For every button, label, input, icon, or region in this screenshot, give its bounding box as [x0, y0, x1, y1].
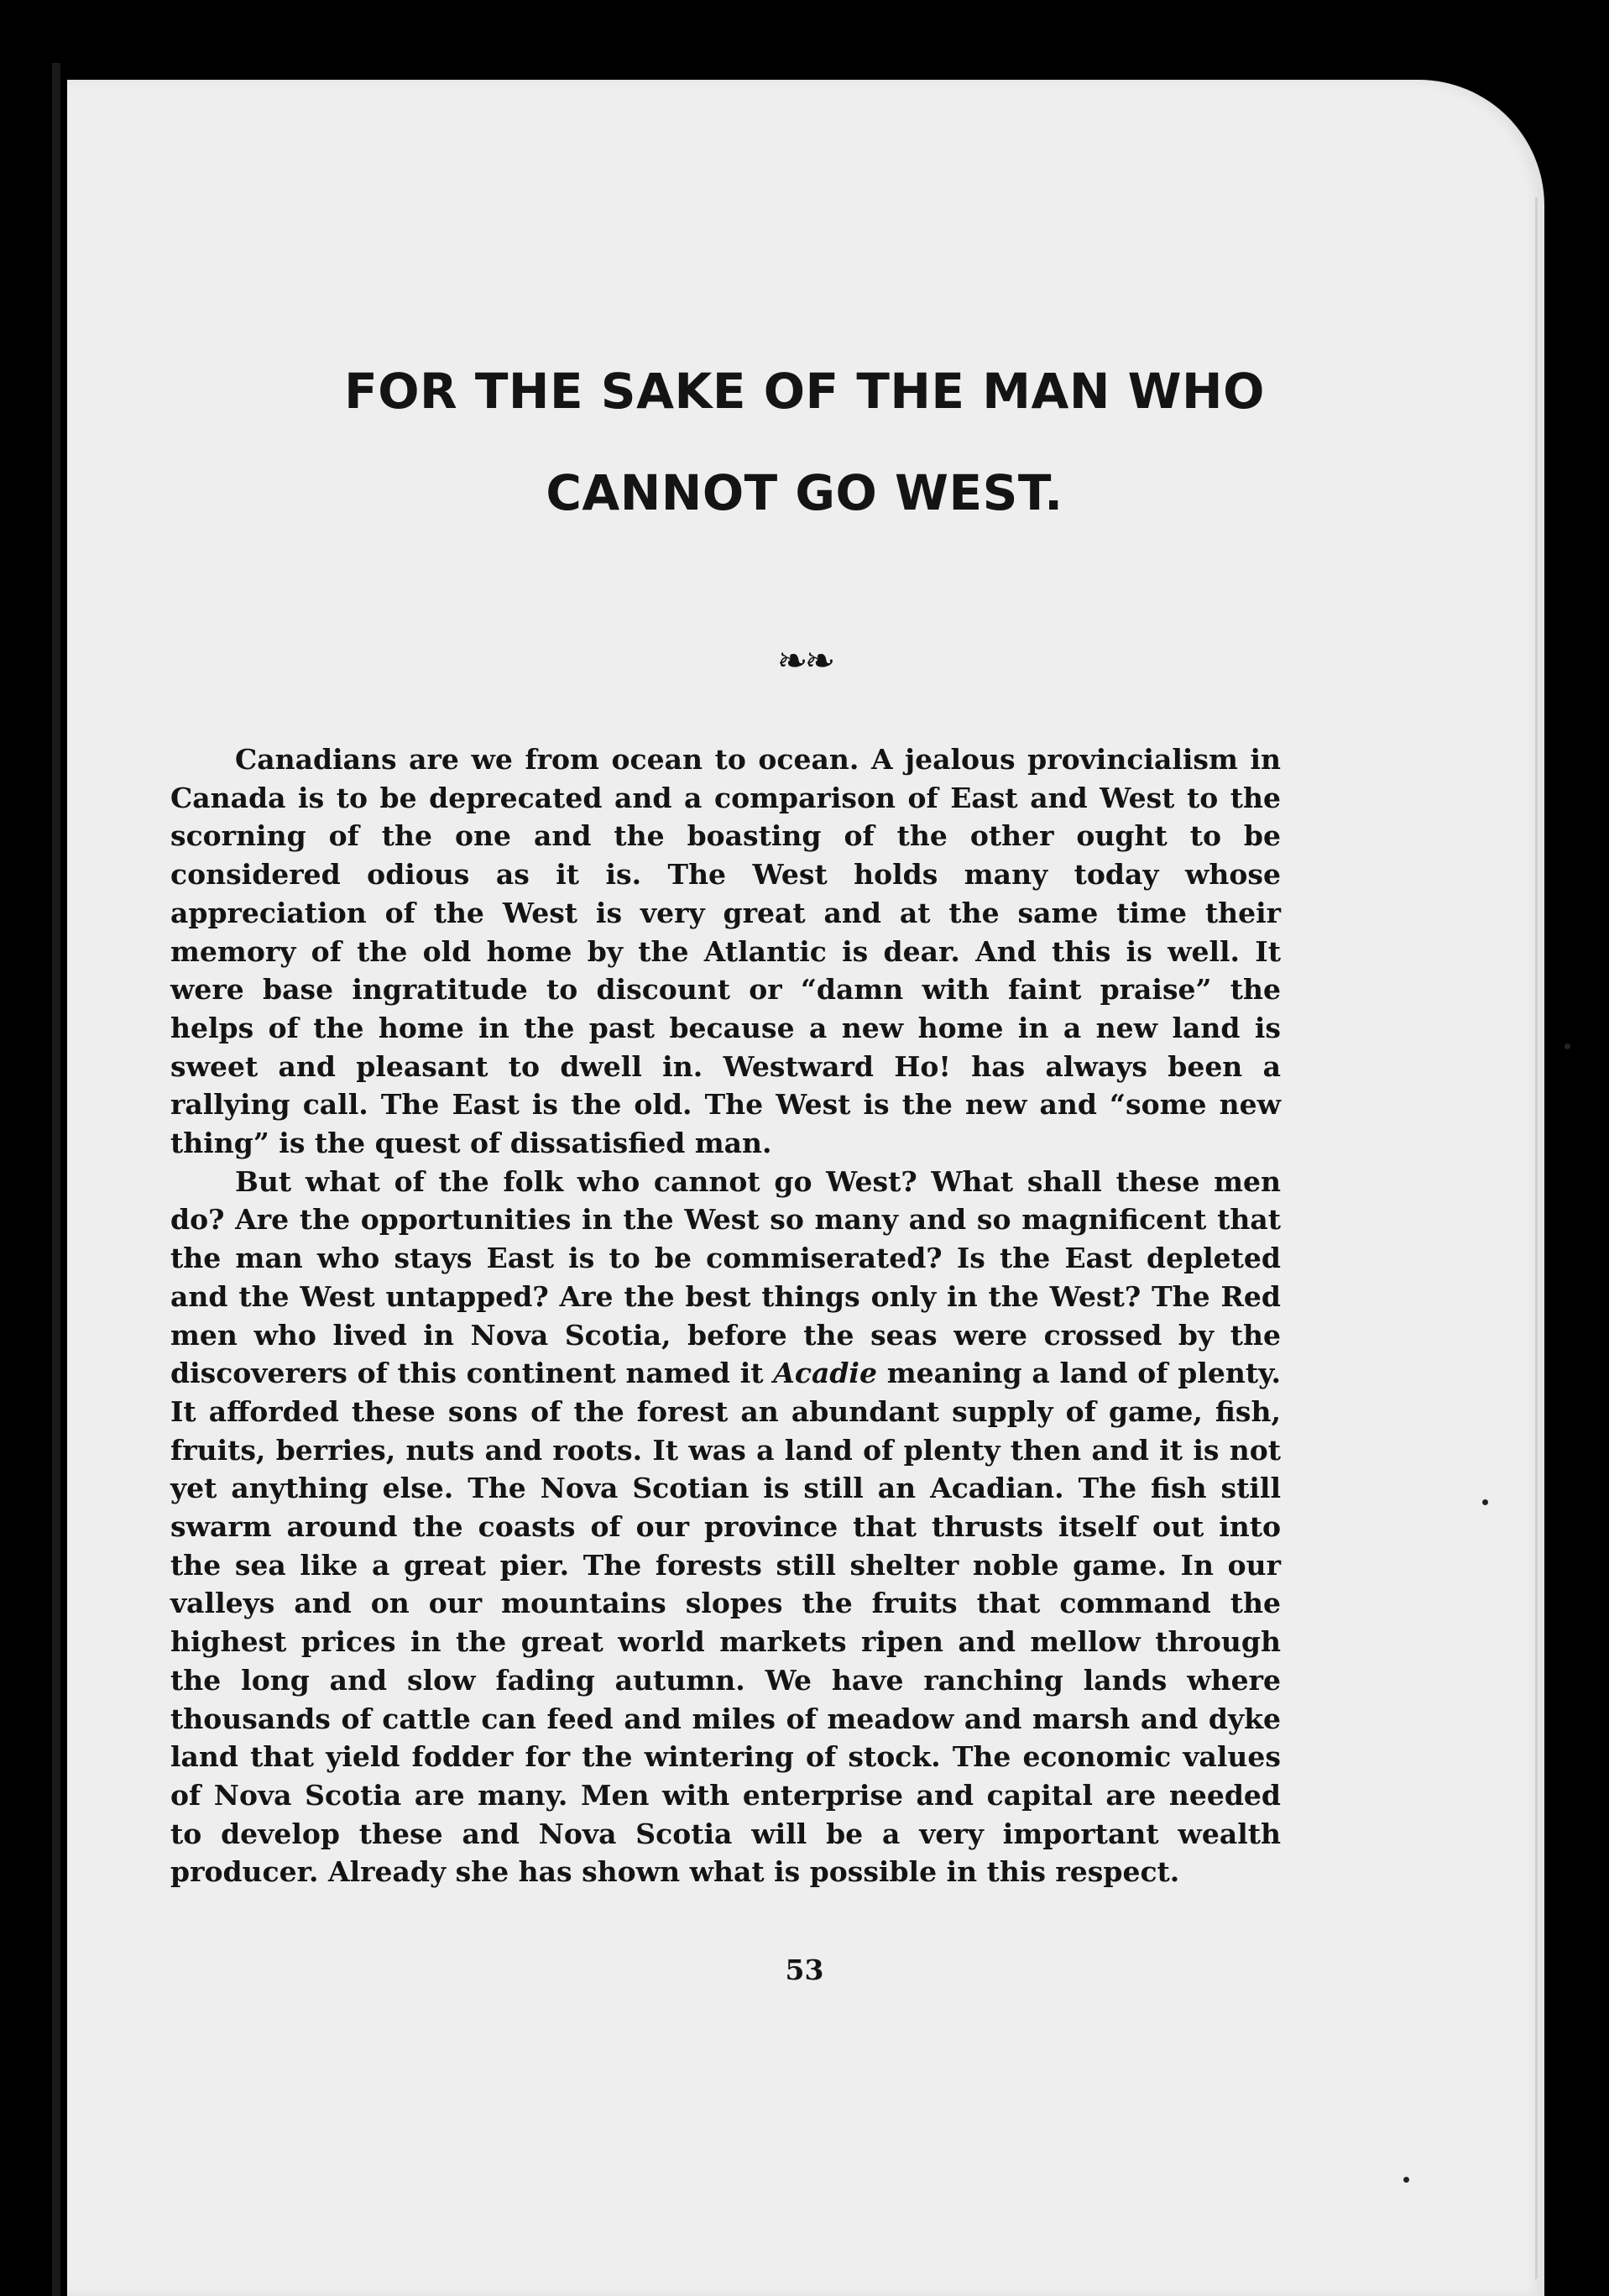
chapter-title-line-1: FOR THE SAKE OF THE MAN WHO	[344, 362, 1265, 420]
acadie-italic: Acadie	[773, 1357, 877, 1390]
paragraph-1: Canadians are we from ocean to ocean. A jealous provincialism in Canada is to be deprecated and a comparison of East and West to the scorning of the one and the boasting of the other ought to be considered odious as it is. The West holds many today whose appreciation of the West is very great and at the same time their memory of the old home by the Atlantic is dear. And this is well. It were base ingratitude to discount or “damn with faint praise” the helps of the home in the past because a new home in a new land is sweet and pleasant to dwell in. Westward Ho! has always been a rallying call. The East is the old. The West is the new and “some new thing” is the quest of dissatisfied man.	[170, 743, 1281, 1160]
scan-speck	[1565, 1043, 1570, 1049]
scan-speck	[1482, 1499, 1488, 1505]
body-text	[170, 740, 1281, 1891]
chapter-title-line-2: CANNOT GO WEST.	[546, 463, 1063, 521]
scan-speck	[1403, 2177, 1409, 2183]
paragraph-2-part-1: But what of the folk who cannot go West? What shall these men do? Are the opportunities in the West so many and so magnificent that the man who stays East is to be commiserated? Is the East depleted and the West untapped? Are the best things only in the West? The Red men who lived in Nova Scotia, before the seas were crossed by the discoverers of this continent named it	[170, 1164, 1281, 1390]
page-number: 53	[785, 1953, 824, 1986]
paragraph-2	[170, 1163, 1281, 1891]
ornament-fleuron-icon: ❧❧	[776, 640, 833, 683]
chapter-title	[0, 362, 1609, 521]
paragraph-2-part-2: meaning a land of plenty. It afforded these sons of the forest an abundant supply of game, fish, fruits, berries, nuts and roots. It was a land of plenty then and it is not yet anything else. The Nova Scotian is still an Acadian. The fish still swarm around the coasts of our province that thrusts itself out into the sea like a great pier. The forests still shelter noble game. In our valleys and on our mountains slopes the fruits that command the highest prices in the great world markets ripen and mellow through the long and slow fading autumn. We have ranching lands where thousands of cattle can feed and miles of meadow and marsh and dyke land that yield fodder for the wintering of stock. The economic values of Nova Scotia are many. Men with enterprise and capital are needed to develop these and Nova Scotia will be a very important wealth producer. Already she has shown what is possible in this respect.	[170, 1357, 1281, 1889]
